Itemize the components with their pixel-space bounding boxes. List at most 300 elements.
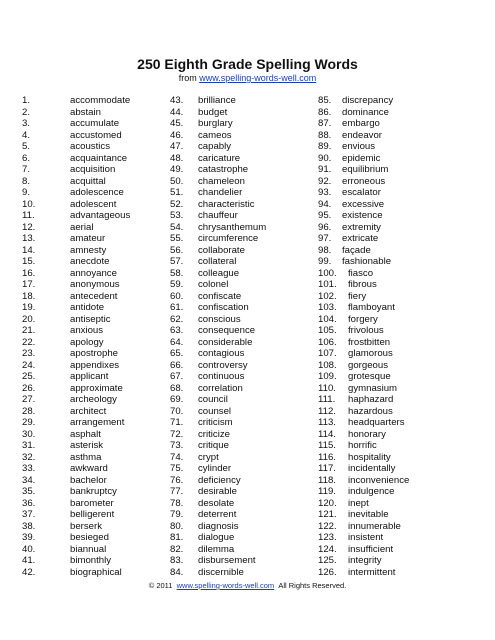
list-item [22,452,130,464]
item-number: 92. [318,175,332,187]
item-number: 23. [22,348,36,359]
item-number: 61. [170,302,184,313]
list-item [170,210,266,222]
spelling-word: collaborate [198,244,245,256]
item-number: 70. [170,405,184,417]
list-item [170,291,266,303]
list-item [318,337,409,349]
spelling-word: excessive [342,198,385,210]
spelling-word: abstain [70,106,101,118]
item-number: 125. [318,555,337,566]
word-column-3 [318,95,409,578]
spelling-word: endeavor [342,129,383,141]
list-item [318,268,409,280]
spelling-word: embargo [342,118,380,129]
list-item [170,532,266,544]
spelling-word: anonymous [70,279,120,290]
footer-copyright: © 2011 [148,581,173,590]
item-number: 118. [318,474,336,486]
item-number: 33. [22,463,36,474]
spelling-word: intermittent [348,566,396,578]
list-item [170,314,266,326]
list-item [22,394,130,406]
list-item [22,371,130,383]
spelling-word: honorary [348,428,386,440]
list-item [318,532,409,544]
item-number: 65. [170,348,184,359]
list-item [318,486,409,498]
page-title: 250 Eighth Grade Spelling Words [137,56,358,72]
spelling-word: glamorous [348,348,393,359]
list-item [22,187,130,199]
item-number: 31. [22,440,36,451]
list-item [318,118,409,130]
spelling-word: chauffeur [198,210,238,221]
item-number: 7. [22,164,31,175]
list-item [22,291,130,303]
item-number: 3. [22,118,31,129]
item-number: 63. [170,325,184,336]
list-item [170,187,266,199]
item-number: 5. [22,141,31,152]
item-number: 60. [170,290,184,302]
spelling-word: integrity [348,555,382,566]
list-item [22,130,130,142]
item-number: 49. [170,164,184,175]
spelling-word: envious [342,141,376,152]
spelling-word: grotesque [348,371,391,382]
spelling-word: colleague [198,267,240,279]
item-number: 78. [170,497,184,509]
item-number: 50. [170,175,184,187]
spelling-word: cylinder [198,463,232,474]
item-number: 26. [22,382,36,394]
list-item [170,475,266,487]
spelling-word: awkward [70,463,108,474]
spelling-word: asthma [70,451,102,463]
spelling-word: amnesty [70,244,107,256]
list-item [318,176,409,188]
spelling-word: horrific [348,440,377,451]
item-number: 16. [22,267,36,279]
spelling-word: brilliance [198,95,236,106]
item-number: 110. [318,382,336,394]
item-number: 52. [170,198,184,210]
spelling-word: capably [198,141,232,152]
list-item [22,118,130,130]
subtitle-website-link[interactable]: www.spelling-words-well.com [199,73,317,83]
item-number: 15. [22,256,36,267]
list-item [318,279,409,291]
list-item [318,383,409,395]
item-number: 58. [170,267,184,279]
spelling-word: catastrophe [198,164,249,175]
item-number: 83. [170,555,184,566]
item-number: 17. [22,279,36,290]
spelling-word: acquittal [70,175,106,187]
item-number: 90. [318,152,332,164]
spelling-word: barometer [70,497,114,509]
spelling-word: indulgence [348,486,395,497]
spelling-word: desirable [198,486,237,497]
spelling-word: escalator [342,187,381,198]
spelling-word: adolescence [70,187,124,198]
item-number: 14. [22,244,36,256]
spelling-word: crypt [198,451,219,463]
item-number: 47. [170,141,184,152]
list-item [318,187,409,199]
item-number: 56. [170,244,184,256]
spelling-word: besieged [70,532,109,543]
item-number: 43. [170,95,184,106]
list-item [318,429,409,441]
item-number: 71. [170,417,184,428]
spelling-word: arrangement [70,417,125,428]
list-item [318,222,409,234]
item-number: 51. [170,187,184,198]
list-item [22,325,130,337]
list-item [318,164,409,176]
item-number: 69. [170,394,184,405]
list-item [318,325,409,337]
item-number: 88. [318,129,332,141]
item-number: 94. [318,198,332,210]
spelling-word: façade [342,244,371,256]
item-number: 79. [170,509,184,520]
list-item [22,509,130,521]
item-number: 46. [170,129,184,141]
spelling-word: collateral [198,256,237,267]
list-item [22,429,130,441]
list-item [22,222,130,234]
spelling-word: equilibrium [342,164,389,175]
list-item [22,279,130,291]
list-item [170,164,266,176]
item-number: 19. [22,302,36,313]
item-number: 100. [318,267,337,279]
subtitle-prefix: from [178,73,200,83]
list-item [318,199,409,211]
list-item [170,222,266,234]
item-number: 29. [22,417,36,428]
list-item [22,498,130,510]
spelling-word: apostrophe [70,348,119,359]
list-item [318,567,409,579]
spelling-word: appendixes [70,359,120,371]
list-item [170,233,266,245]
spelling-word: bimonthly [70,555,112,566]
list-item [170,383,266,395]
item-number: 120. [318,497,337,509]
item-number: 86. [318,106,332,118]
list-item [170,302,266,314]
list-item [22,544,130,556]
item-number: 74. [170,451,184,463]
item-number: 122. [318,520,337,532]
list-item [22,176,130,188]
spelling-word: deterrent [198,509,237,520]
spelling-word: gymnasium [348,382,398,394]
spelling-word: innumerable [348,520,401,532]
item-number: 126. [318,566,337,578]
spelling-word: chameleon [198,175,245,187]
list-item [318,555,409,567]
list-item [170,176,266,188]
list-item [318,314,409,326]
spelling-word: burglary [198,118,233,129]
item-number: 67. [170,371,184,382]
item-number: 68. [170,382,184,394]
item-number: 10. [22,198,36,210]
item-number: 97. [318,233,332,244]
spelling-word: anecdote [70,256,110,267]
item-number: 54. [170,221,184,233]
list-item [170,348,266,360]
item-number: 45. [170,118,184,129]
list-item [22,475,130,487]
item-number: 44. [170,106,184,118]
item-number: 48. [170,152,184,164]
spelling-word: deficiency [198,474,241,486]
item-number: 73. [170,440,184,451]
spelling-word: inevitable [348,509,389,520]
list-item [318,440,409,452]
spelling-word: fibrous [348,279,377,290]
item-number: 28. [22,405,36,417]
spelling-word: caricature [198,152,241,164]
spelling-word: adolescent [70,198,117,210]
item-number: 82. [170,543,184,555]
list-item [170,130,266,142]
item-number: 89. [318,141,332,152]
item-number: 114. [318,428,336,440]
list-item [22,486,130,498]
item-number: 85. [318,95,332,106]
item-number: 77. [170,486,184,497]
spelling-word: antiseptic [70,313,111,325]
spelling-word: biographical [70,566,122,578]
list-item [22,268,130,280]
list-item [170,245,266,257]
spelling-word: forgery [348,313,378,325]
list-item [318,130,409,142]
spelling-word: architect [70,405,107,417]
item-number: 2. [22,106,31,118]
list-item [22,210,130,222]
item-number: 105. [318,325,337,336]
spelling-word: biannual [70,543,107,555]
item-number: 66. [170,359,184,371]
list-item [22,532,130,544]
spelling-word: antecedent [70,290,118,302]
list-item [170,107,266,119]
item-number: 72. [170,428,184,440]
item-number: 112. [318,405,336,417]
list-item [22,521,130,533]
item-number: 13. [22,233,36,244]
spelling-word: chrysanthemum [198,221,267,233]
spelling-word: existence [342,210,383,221]
list-item [170,452,266,464]
footer-rights: All Rights Reserved. [278,581,347,590]
list-item [318,153,409,165]
item-number: 22. [22,336,36,348]
item-number: 21. [22,325,36,336]
list-item [318,256,409,268]
list-item [318,210,409,222]
item-number: 62. [170,313,184,325]
list-item [318,107,409,119]
list-item [318,394,409,406]
list-item [22,567,130,579]
item-number: 103. [318,302,337,313]
spelling-word: controversy [198,359,248,371]
item-number: 39. [22,532,36,543]
list-item [170,118,266,130]
spelling-word: frostbitten [348,336,391,348]
item-number: 98. [318,244,332,256]
list-item [170,337,266,349]
list-item [170,360,266,372]
list-item [22,440,130,452]
list-item [170,463,266,475]
list-item [318,302,409,314]
spelling-word: gorgeous [348,359,389,371]
footer-website-link[interactable]: www.spelling-words-well.com [176,581,275,590]
item-number: 57. [170,256,184,267]
spelling-word: contagious [198,348,245,359]
spelling-word: disbursement [198,555,256,566]
list-item [22,153,130,165]
spelling-word: chandelier [198,187,243,198]
item-number: 117. [318,463,336,474]
item-number: 37. [22,509,36,520]
item-number: 34. [22,474,36,486]
spelling-word: counsel [198,405,232,417]
spelling-word: continuous [198,371,245,382]
item-number: 81. [170,532,184,543]
spelling-word: inconvenience [348,474,410,486]
item-number: 109. [318,371,337,382]
list-item [318,417,409,429]
page-subtitle [0,73,495,84]
item-number: 123. [318,532,337,543]
spelling-word: criticism [198,417,233,428]
list-item [170,199,266,211]
spelling-word: headquarters [348,417,405,428]
list-item [22,245,130,257]
item-number: 106. [318,336,337,348]
list-item [170,406,266,418]
spelling-word: anxious [70,325,104,336]
spelling-word: epidemic [342,152,381,164]
item-number: 87. [318,118,332,129]
list-item [170,279,266,291]
spelling-word: diagnosis [198,520,239,532]
spelling-word: fiery [348,290,367,302]
spelling-word: critique [198,440,229,451]
spelling-word: belligerent [70,509,115,520]
spelling-word: approximate [70,382,123,394]
spelling-word: confiscation [198,302,249,313]
item-number: 75. [170,463,184,474]
list-item [318,95,409,107]
item-number: 55. [170,233,184,244]
list-item [22,302,130,314]
item-number: 113. [318,417,336,428]
word-column-1 [22,95,130,578]
spelling-word: bachelor [70,474,107,486]
list-item [170,555,266,567]
item-number: 108. [318,359,337,371]
list-item [318,521,409,533]
list-item [22,233,130,245]
spelling-word: criticize [198,428,230,440]
spelling-word: insufficient [348,543,394,555]
spelling-word: accustomed [70,129,122,141]
item-number: 84. [170,566,184,578]
list-item [170,509,266,521]
spelling-word: hospitality [348,451,391,463]
list-item [22,360,130,372]
list-item [22,199,130,211]
item-number: 96. [318,221,332,233]
list-item [318,463,409,475]
item-number: 111. [318,394,336,405]
item-number: 104. [318,313,337,325]
list-item [22,463,130,475]
list-item [22,337,130,349]
spelling-word: apology [70,336,104,348]
item-number: 41. [22,555,36,566]
list-item [318,233,409,245]
list-item [22,141,130,153]
list-item [318,348,409,360]
list-item [318,141,409,153]
spelling-word: incidentally [348,463,396,474]
item-number: 11. [22,210,35,221]
spelling-word: berserk [70,520,102,532]
item-number: 95. [318,210,332,221]
spelling-word: antidote [70,302,105,313]
list-item [318,544,409,556]
spelling-word: insistent [348,532,384,543]
item-number: 59. [170,279,184,290]
item-number: 99. [318,256,332,267]
item-number: 24. [22,359,36,371]
list-item [22,95,130,107]
list-item [170,256,266,268]
list-item [170,521,266,533]
spelling-word: bankruptcy [70,486,117,497]
list-item [22,107,130,119]
item-number: 25. [22,371,36,382]
list-item [22,348,130,360]
item-number: 107. [318,348,337,359]
spelling-word: inept [348,497,369,509]
spelling-word: correlation [198,382,243,394]
list-item [22,383,130,395]
list-item [170,141,266,153]
item-number: 27. [22,394,36,405]
spelling-word: acquaintance [70,152,128,164]
list-item [170,486,266,498]
item-number: 4. [22,129,31,141]
item-number: 119. [318,486,336,497]
list-item [170,394,266,406]
spelling-word: acoustics [70,141,110,152]
spelling-word: advantageous [70,210,131,221]
